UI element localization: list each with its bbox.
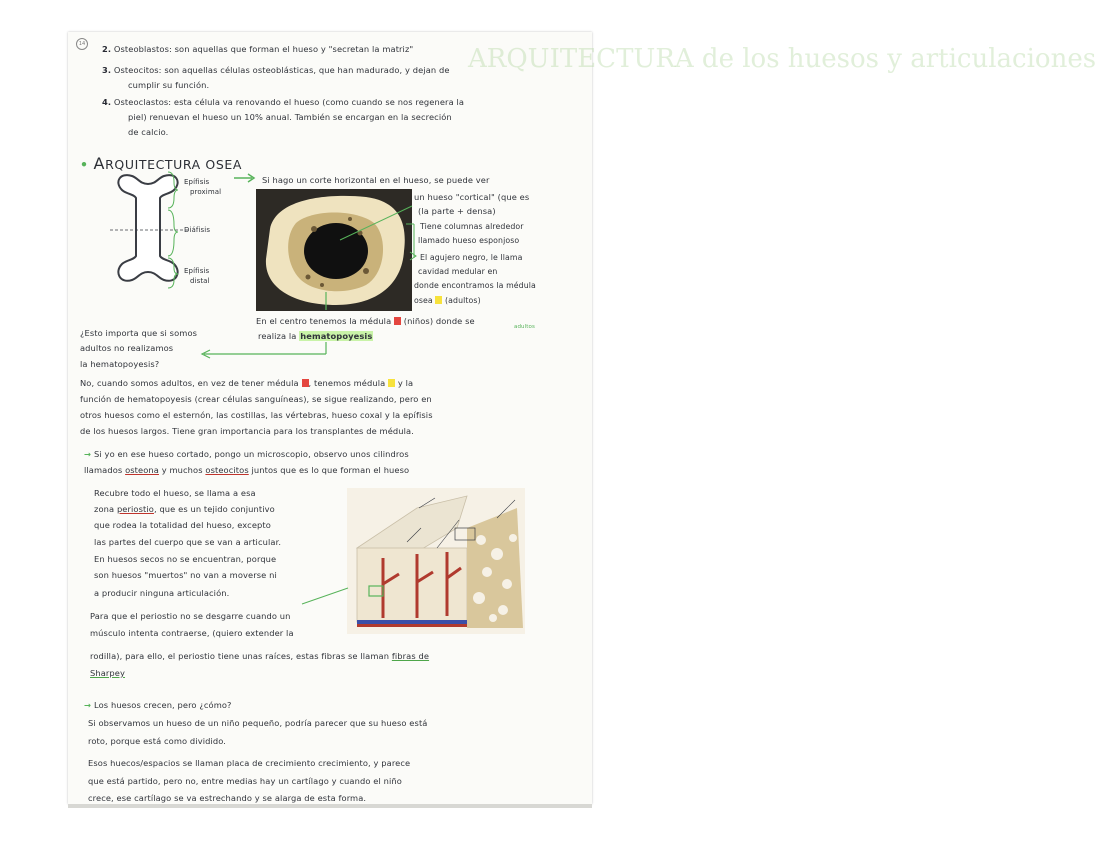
label-epifisis-proximal-1: Epífisis — [184, 178, 210, 186]
cavidad-line-1: El agujero negro, le llama — [420, 253, 523, 262]
question-line-3: la hematopoyesis? — [80, 359, 160, 369]
periostio-line-4: las partes del cuerpo que se van a articular. — [94, 537, 282, 547]
item-4-line-3: de calcio. — [128, 127, 169, 137]
microscope-line-2: llamados osteona y muchos osteocitos juntos que es lo que forman el hueso — [84, 465, 410, 475]
answer-line-2: función de hematopoyesis (crear células sanguíneas), se sigue realizando, pero en — [80, 394, 432, 404]
bracket-lines — [400, 222, 420, 262]
cross-section-line-1: Si hago un corte horizontal en el hueso, se puede ver — [262, 175, 490, 185]
item-4-line-2: piel) renuevan el hueso un 10% anual. También se encargan en la secreción — [128, 112, 452, 122]
cross-section-line-3: (la parte + densa) — [418, 206, 496, 216]
growth-line-5: crece, ese cartílago se va estrechando y se alarga de esta forma. — [88, 793, 367, 803]
answer-line-3: otros huesos como el esternón, las costillas, las vértebras, hueso coxal y la epífisis — [80, 410, 433, 420]
item-3-line-2: cumplir su función. — [128, 80, 210, 90]
periostio-line-1: Recubre todo el hueso, se llama a esa — [94, 488, 256, 498]
periostio-line-2: zona periostio, que es un tejido conjuntivo — [94, 504, 275, 514]
red-marker-square — [394, 317, 401, 325]
growth-question: → Los huesos crecen, pero ¿cómo? — [84, 700, 232, 710]
item-2-line-1: 2. Osteoblastos: son aquellas que forman el hueso y "secretan la matriz" — [102, 44, 414, 54]
illustration-pointer — [300, 584, 352, 608]
growth-line-2: roto, porque está como dividido. — [88, 736, 227, 746]
yellow-marker-square — [435, 296, 442, 304]
periostio-line-3: que rodea la totalidad del hueso, excepto — [94, 520, 271, 530]
cavidad-line-4: osea (adultos) — [414, 296, 481, 305]
growth-line-3: Esos huecos/espacios se llaman placa de crecimiento crecimiento, y parece — [88, 758, 411, 768]
arrow-bullet-icon: → — [84, 449, 95, 459]
periostio-line-5: En huesos secos no se encuentran, porque — [94, 554, 277, 564]
cavidad-line-3: donde encontramos la médula — [414, 281, 536, 290]
label-epifisis-distal-1: Epífisis — [184, 267, 210, 275]
hematopoyesis-highlight: hematopoyesis — [300, 331, 373, 341]
periostio-line-10: rodilla), para ello, el periostio tiene unas raíces, estas fibras se llaman fibras de — [90, 651, 430, 661]
realiza-line: realiza la hematopoyesis — [258, 331, 373, 341]
adultos-note: adultos — [514, 324, 535, 330]
connector-arrow — [196, 290, 336, 360]
growth-line-4: que está partido, pero no, entre medias hay un cartílago y cuando el niño — [88, 776, 402, 786]
espon-line-1: Tiene columnas alrededor — [420, 222, 524, 231]
ghost-heading: ARQUITECTURA de los huesos y articulaciones — [468, 44, 1096, 74]
periostio-line-9: músculo intenta contraerse, (quiero extender la — [90, 628, 294, 638]
centro-line: En el centro tenemos la médula (niños) donde se — [256, 316, 475, 326]
item-4-line-1: 4. Osteoclastos: esta célula va renovando el hueso (como cuando se nos regenera la — [102, 97, 465, 107]
arrow-right-icon — [232, 172, 256, 184]
cavidad-line-2: cavidad medular en — [418, 267, 498, 276]
growth-line-1: Si observamos un hueso de un niño pequeño, podría parecer que su hueso está — [88, 718, 428, 728]
section-heading: • ARQUITECTURA OSEA — [80, 154, 243, 173]
page-number-badge: 14 — [76, 38, 88, 50]
periostio-line-6: son huesos "muertos" no van a moverse ni — [94, 570, 277, 580]
question-line-2: adultos no realizamos — [80, 343, 174, 353]
bone-structure-illustration — [347, 488, 525, 634]
arrow-bullet-icon-2: → — [84, 700, 95, 710]
item-3-line-1: 3. Osteocitos: son aquellas células osteoblásticas, que han madurado, y dejan de — [102, 65, 450, 75]
label-epifisis-proximal-2: proximal — [190, 188, 222, 196]
periostio-line-7: a producir ninguna articulación. — [94, 588, 230, 598]
page-shadow — [68, 804, 592, 808]
espon-line-2: llamado hueso esponjoso — [418, 236, 520, 245]
periostio-line-11: Sharpey — [90, 668, 126, 678]
answer-line-4: de los huesos largos. Tiene gran importancia para los transplantes de médula. — [80, 426, 414, 436]
yellow-marker-square-2 — [388, 379, 395, 387]
periostio-line-8: Para que el periostio no se desgarre cuando un — [90, 611, 291, 621]
label-diafisis: Diáfisis — [184, 226, 211, 234]
cross-section-line-2: un hueso "cortical" (que es — [414, 192, 530, 202]
red-marker-square-2 — [302, 379, 309, 387]
label-epifisis-distal-2: distal — [190, 277, 210, 285]
microscope-line-1: → Si yo en ese hueso cortado, pongo un microscopio, observo unos cilindros — [84, 449, 409, 459]
bone-brackets — [166, 170, 180, 290]
bullet-dot-icon: • — [80, 157, 94, 172]
answer-line-1: No, cuando somos adultos, en vez de tener médula , tenemos médula y la — [80, 378, 414, 388]
question-line-1: ¿Esto importa que si somos — [80, 328, 198, 338]
